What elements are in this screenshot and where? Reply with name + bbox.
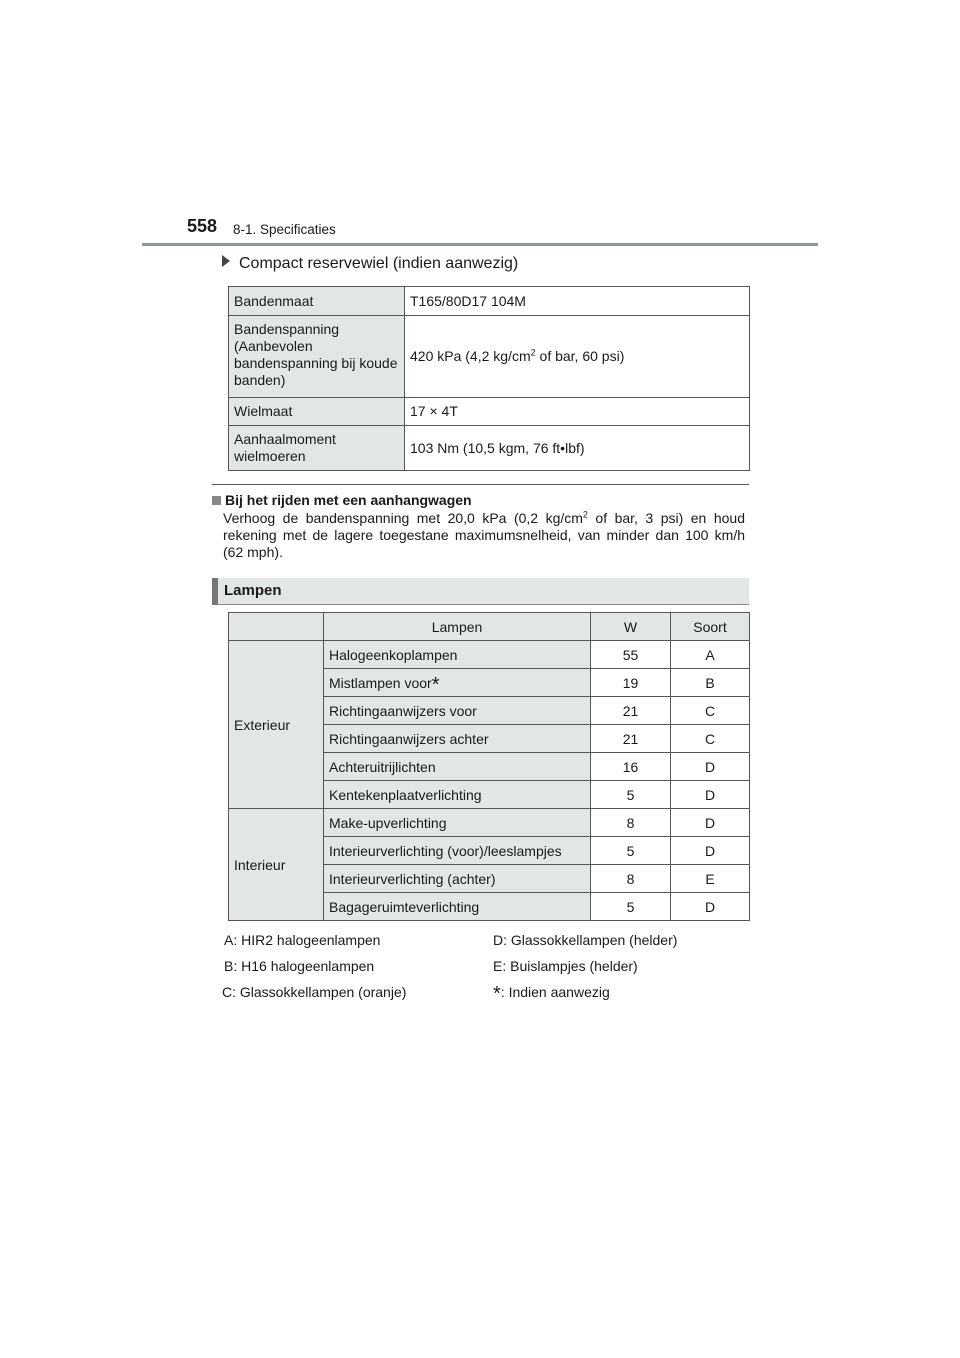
table-row xyxy=(229,426,750,471)
column-header-lamp: Lampen xyxy=(324,613,591,641)
spare-wheel-table xyxy=(228,286,750,471)
group-interior: Interieur xyxy=(229,809,324,921)
section-title: 8-1. Specificaties xyxy=(233,222,336,237)
lamp-type: D xyxy=(671,781,750,809)
legend-c: C: Glassokkellampen (oranje) xyxy=(222,984,407,1000)
towing-text-main: Verhoog de bandenspanning met 20,0 kPa (0,2 kg/cm xyxy=(223,510,583,526)
lamp-watt: 55 xyxy=(591,641,671,669)
lamp-watt: 19 xyxy=(591,669,671,697)
legend-e: E: Buislampjes (helder) xyxy=(493,958,638,974)
section-divider xyxy=(212,484,749,485)
towing-title-text: Bij het rijden met een aanhangwagen xyxy=(225,492,472,508)
page-number: 558 xyxy=(187,216,218,236)
lamp-watt: 21 xyxy=(591,697,671,725)
legend-asterisk-text: : Indien aanwezig xyxy=(500,984,610,1000)
towing-title xyxy=(212,492,745,509)
tyre-pressure-value-main: 420 kPa (4,2 kg/cm xyxy=(410,348,531,364)
triangle-bullet-icon xyxy=(222,255,230,267)
lamp-type: D xyxy=(671,753,750,781)
asterisk-mark: * xyxy=(493,983,501,1005)
tyre-size-label: Bandenmaat xyxy=(229,287,405,316)
lamp-watt: 5 xyxy=(591,837,671,865)
tyre-size-value: T165/80D17 104M xyxy=(405,287,750,316)
legend-asterisk xyxy=(493,983,610,1005)
towing-note xyxy=(212,492,745,561)
lamps-table xyxy=(228,612,750,921)
lamp-name-text: Mistlampen voor xyxy=(329,674,432,691)
table-row xyxy=(229,809,750,837)
lamp-watt: 5 xyxy=(591,781,671,809)
legend-b: B: H16 halogeenlampen xyxy=(224,958,375,974)
lamp-name: Halogeenkoplampen xyxy=(324,641,591,669)
towing-text-rest: of bar, 3 psi) en houd rekening met de lagere toegestane maximumsnelheid, van minder dan 100 km/h (62 mph). xyxy=(223,510,745,560)
lamp-type: C xyxy=(671,697,750,725)
lamp-type: C xyxy=(671,725,750,753)
group-exterior: Exterieur xyxy=(229,641,324,809)
tyre-pressure-value-rest: of bar, 60 psi) xyxy=(535,348,625,364)
heading-accent-bar xyxy=(212,578,218,605)
lamp-watt: 5 xyxy=(591,893,671,921)
lamp-name: Interieurverlichting (achter) xyxy=(324,865,591,893)
wheel-size-value: 17 × 4T xyxy=(405,398,750,426)
spare-wheel-heading-text: Compact reservewiel (indien aanwezig) xyxy=(239,255,519,272)
lamps-heading xyxy=(212,578,749,605)
column-header-category xyxy=(229,613,324,641)
lamps-heading-text: Lampen xyxy=(224,582,282,599)
column-header-type: Soort xyxy=(671,613,750,641)
lamp-name: Richtingaanwijzers achter xyxy=(324,725,591,753)
lamp-name: Make-upverlichting xyxy=(324,809,591,837)
tyre-pressure-value xyxy=(405,316,750,398)
legend-a: A: HIR2 halogeenlampen xyxy=(224,932,381,948)
towing-text xyxy=(223,510,745,561)
table-row xyxy=(229,316,750,398)
lamp-name: Kentekenplaatverlichting xyxy=(324,781,591,809)
lamp-type: E xyxy=(671,865,750,893)
asterisk-mark: * xyxy=(431,673,440,696)
lamp-name: Richtingaanwijzers voor xyxy=(324,697,591,725)
lamp-watt: 8 xyxy=(591,865,671,893)
table-row xyxy=(229,287,750,316)
lamp-type: D xyxy=(671,837,750,865)
torque-value: 103 Nm (10,5 kgm, 76 ft•lbf) xyxy=(405,426,750,471)
tyre-pressure-value-sup: 2 xyxy=(530,347,536,358)
lamp-type: A xyxy=(671,641,750,669)
legend-d: D: Glassokkellampen (helder) xyxy=(493,932,678,948)
tyre-pressure-label: Bandenspanning (Aanbevolen bandenspanning bij koude banden) xyxy=(229,316,405,398)
lamp-type: B xyxy=(671,669,750,697)
lamp-name: Achteruitrijlichten xyxy=(324,753,591,781)
square-bullet-icon xyxy=(212,496,221,505)
lamp-name xyxy=(324,669,591,697)
lamp-name: Interieurverlichting (voor)/leeslampjes xyxy=(324,837,591,865)
column-header-watt: W xyxy=(591,613,671,641)
header-divider xyxy=(142,243,818,246)
lamp-watt: 8 xyxy=(591,809,671,837)
table-header-row xyxy=(229,613,750,641)
torque-label: Aanhaalmoment wielmoeren xyxy=(229,426,405,471)
table-row xyxy=(229,641,750,669)
towing-text-sup: 2 xyxy=(582,509,588,520)
lamp-name: Bagageruimteverlichting xyxy=(324,893,591,921)
spare-wheel-heading xyxy=(222,255,518,273)
table-row xyxy=(229,398,750,426)
lamp-type: D xyxy=(671,809,750,837)
wheel-size-label: Wielmaat xyxy=(229,398,405,426)
lamp-watt: 21 xyxy=(591,725,671,753)
lamp-type: D xyxy=(671,893,750,921)
lamp-watt: 16 xyxy=(591,753,671,781)
